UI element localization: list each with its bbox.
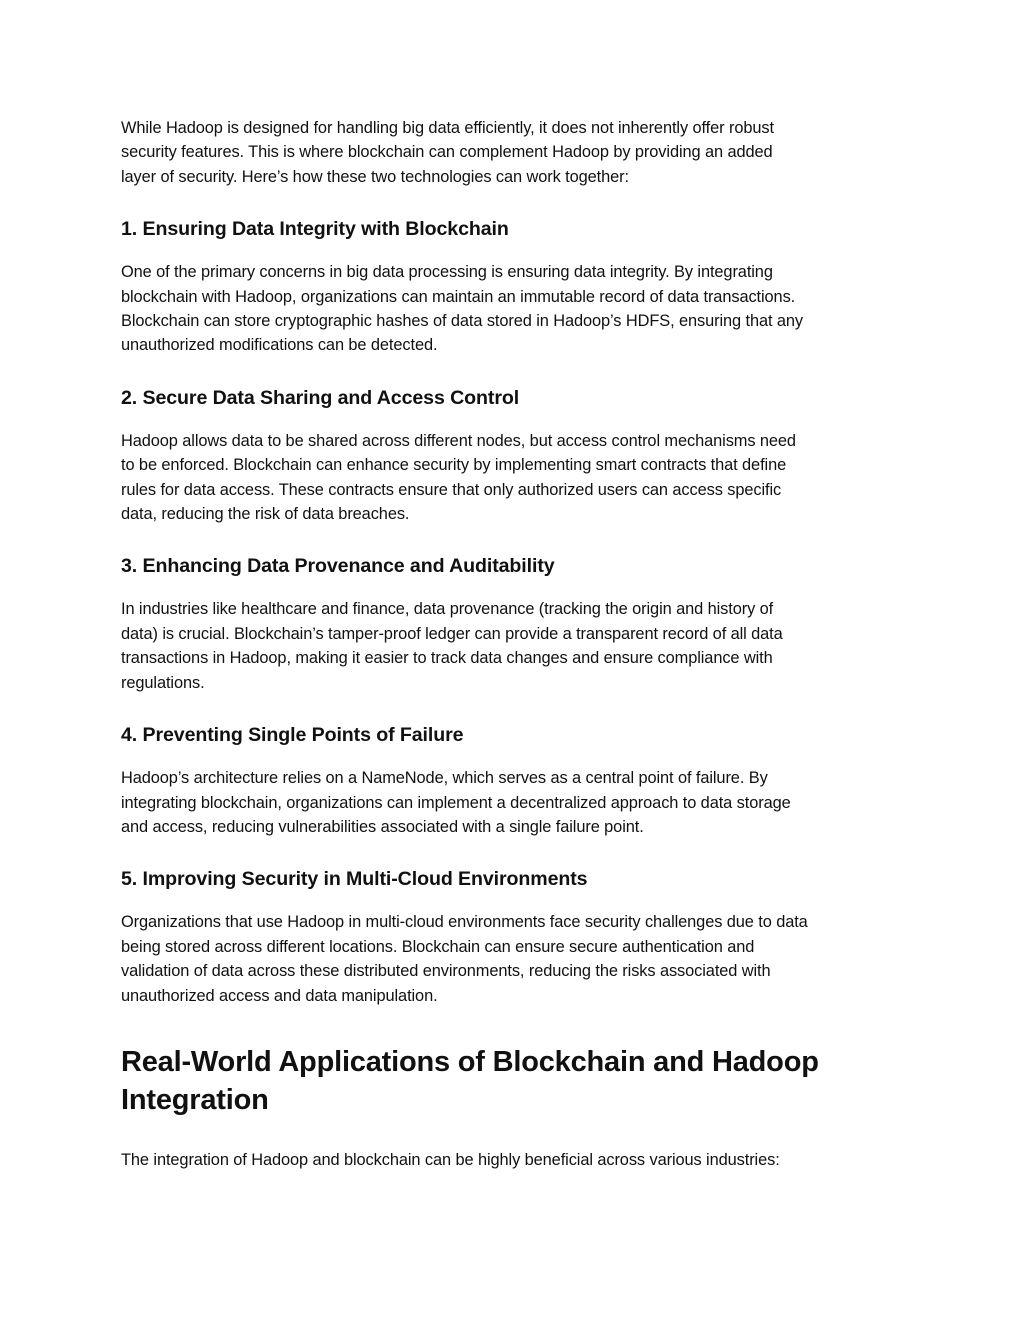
section-1-title: 1. Ensuring Data Integrity with Blockchain [121,218,509,241]
intro-paragraph: While Hadoop is designed for handling big data efficiently, it does not inherently offer robust security features. This is where blockchain can complement Hadoop by providing an added layer of security. Here’s how these two technologies can work together: [121,119,774,186]
section-3-body: In industries like healthcare and finance, data provenance (tracking the origin and history of data) is crucial. Blockchain’s tamper-proof ledger can provide a transparent record of all data transactions in Hadoop, making it easier to track data changes and ensure compliance with regulations. [121,600,783,692]
section-2-title: 2. Secure Data Sharing and Access Control [121,386,520,409]
document-page [121,116,896,1172]
section-5-title: 5. Improving Security in Multi-Cloud Environments [121,868,588,891]
outro-paragraph: The integration of Hadoop and blockchain can be highly beneficial across various industries: [121,1150,780,1169]
section-3-title: 3. Enhancing Data Provenance and Auditability [121,555,555,578]
section-4-title: 4. Preventing Single Points of Failure [121,724,464,747]
main-heading: Real-World Applications of Blockchain and Hadoop Integration [121,1045,819,1116]
section-4-body: Hadoop’s architecture relies on a NameNode, which serves as a central point of failure. By integrating blockchain, organizations can implement a decentralized approach to data storage and access, reducing vulnerabilities associated with a single failure point. [121,769,791,836]
section-5-body: Organizations that use Hadoop in multi-cloud environments face security challenges due to data being stored across different locations. Blockchain can ensure secure authentication and validation of data across these distributed environments, reducing the risks associated with unauthorized access and data manipulation. [121,913,808,1005]
section-1-body: One of the primary concerns in big data processing is ensuring data integrity. By integrating blockchain with Hadoop, organizations can maintain an immutable record of data transactions. Blockchain can store cryptographic hashes of data stored in Hadoop’s HDFS, ensuring that any unauthorized modifications can be detected. [121,263,804,355]
section-2-body: Hadoop allows data to be shared across different nodes, but access control mechanisms need to be enforced. Blockchain can enhance security by implementing smart contracts that define rules for data access. These contracts ensure that only authorized users can access specific data, reducing the risk of data breaches. [121,431,796,524]
